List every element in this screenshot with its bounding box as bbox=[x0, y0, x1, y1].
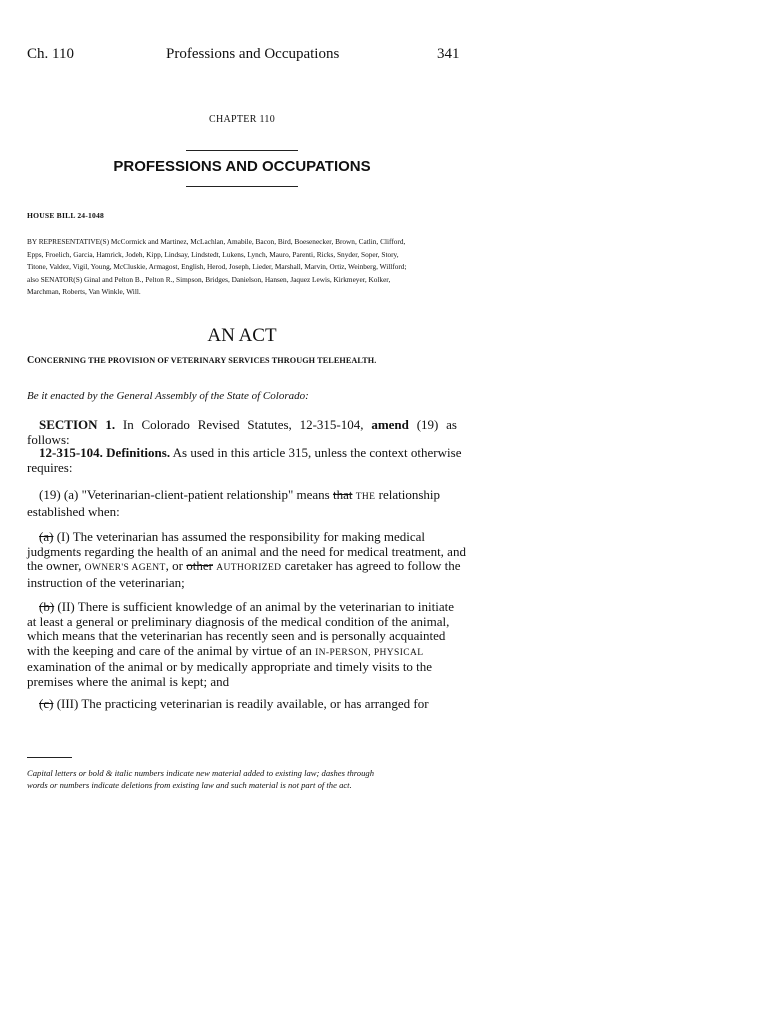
paragraph-text: with the keeping and care of the animal by virtue of an bbox=[27, 642, 316, 658]
paragraph-text: judgments regarding the health of an animal and the need for medical treatment, and bbox=[27, 543, 466, 559]
paragraph-text: (II) There is sufficient knowledge of an animal by the veterinarian to initiate bbox=[54, 599, 455, 614]
definition-text: requires: bbox=[27, 459, 73, 475]
deleted-text: (c) bbox=[39, 696, 54, 711]
added-text: IN-PERSON, PHYSICAL bbox=[315, 647, 424, 658]
added-text: OWNER'S AGENT bbox=[84, 563, 166, 573]
definitions-heading bbox=[27, 445, 462, 475]
sponsor-line: also SENATOR(S) Ginal and Pelton B., Pelton R., Simpson, Bridges, Danielson, Hansen, Jaquez Lewis, Kirkmeyer, Kolker, bbox=[27, 274, 391, 284]
sponsor-line: BY REPRESENTATIVE(S) McCormick and Martinez, McLachlan, Amabile, Bacon, Bird, Boesenecker, Brown, Catlin, Clifford, bbox=[27, 237, 406, 246]
chapter-title: PROFESSIONS AND OCCUPATIONS bbox=[113, 158, 371, 175]
paragraph-text: premises where the animal is kept; and bbox=[27, 673, 230, 689]
section-1 bbox=[27, 418, 457, 447]
divider bbox=[186, 150, 298, 151]
page-number: 341 bbox=[437, 46, 460, 62]
deleted-text: (a) bbox=[39, 529, 54, 544]
deleted-text: other bbox=[186, 558, 213, 573]
added-text: AUTHORIZED bbox=[216, 563, 282, 573]
deleted-text: that bbox=[332, 487, 353, 502]
paragraph-19a bbox=[27, 488, 457, 519]
paragraph-text: (I) The veterinarian has assumed the responsibility for making medical bbox=[53, 529, 426, 544]
definition-text: As used in this article 315, unless the context otherwise bbox=[170, 445, 462, 460]
paragraph-text: relationship bbox=[375, 487, 441, 502]
footnote-divider bbox=[27, 757, 72, 758]
paragraph-text: examination of the animal or by medically appropriate and timely visits to the bbox=[27, 659, 433, 674]
section-text: (19) as follows: bbox=[27, 417, 457, 447]
definition-label: 12-315-104. Definitions. bbox=[39, 445, 171, 460]
bill-id: HOUSE BILL 24-1048 bbox=[27, 211, 105, 220]
footnote-line: Capital letters or bold & italic numbers indicate new material added to existing law; dashes through bbox=[27, 768, 374, 778]
paragraph-text: caretaker has agreed to follow the bbox=[281, 558, 461, 573]
subparagraph-III bbox=[27, 697, 457, 712]
sponsors-list bbox=[27, 236, 461, 299]
deleted-text: (b) bbox=[39, 599, 55, 614]
footnote bbox=[27, 767, 467, 791]
subject-text: ONCERNING THE PROVISION OF VETERINARY SERVICES THROUGH TELEHEALTH. bbox=[34, 356, 377, 365]
subject-lead: C bbox=[27, 355, 35, 366]
paragraph-text: the owner, bbox=[27, 558, 85, 573]
act-subject bbox=[27, 355, 376, 366]
subparagraph-II bbox=[27, 600, 457, 689]
sponsor-line: Epps, Froelich, Garcia, Hamrick, Jodeh, Kipp, Lindsay, Lindstedt, Lukens, Lynch, Mauro, Parenti, Ricks, Snyder, Soper, Story, bbox=[27, 249, 399, 259]
subparagraph-I bbox=[27, 529, 466, 590]
sponsor-line: Titone, Valdez, Vigil, Young, McCluskie, Armagost, English, Herod, Joseph, Lieder, Marshall, Marvin, Ortiz, Weinberg, Willford; bbox=[27, 262, 407, 271]
paragraph-text: (III) The practicing veterinarian is readily available, or has arranged for bbox=[53, 696, 429, 711]
header-chapter: Ch. 110 bbox=[27, 46, 74, 62]
footnote-line: words or numbers indicate deletions from existing law and such material is not part of the act. bbox=[27, 780, 352, 790]
paragraph-text: instruction of the veterinarian; bbox=[27, 574, 185, 590]
chapter-number: CHAPTER 110 bbox=[209, 114, 275, 125]
header-title: Professions and Occupations bbox=[166, 46, 340, 62]
sponsor-line: Marchman, Roberts, Van Winkle, Will. bbox=[27, 287, 141, 296]
divider bbox=[186, 186, 298, 187]
paragraph-text: , or bbox=[165, 558, 187, 573]
enacting-clause: Be it enacted by the General Assembly of the State of Colorado: bbox=[27, 390, 309, 402]
paragraph-text: at least a general or preliminary diagnosis of the medical condition of the animal, bbox=[27, 613, 450, 629]
section-label: SECTION 1. bbox=[39, 417, 116, 432]
added-text: THE bbox=[355, 492, 376, 502]
paragraph-text: established when: bbox=[27, 503, 120, 519]
act-title: AN ACT bbox=[207, 325, 277, 346]
paragraph-text: (19) (a) "Veterinarian-client-patient relationship" means bbox=[39, 487, 333, 502]
amend-keyword: amend bbox=[371, 417, 409, 432]
section-text: In Colorado Revised Statutes, 12-315-104, bbox=[115, 417, 372, 432]
paragraph-text: which means that the veterinarian has recently seen and is personally acquainted bbox=[27, 628, 446, 643]
